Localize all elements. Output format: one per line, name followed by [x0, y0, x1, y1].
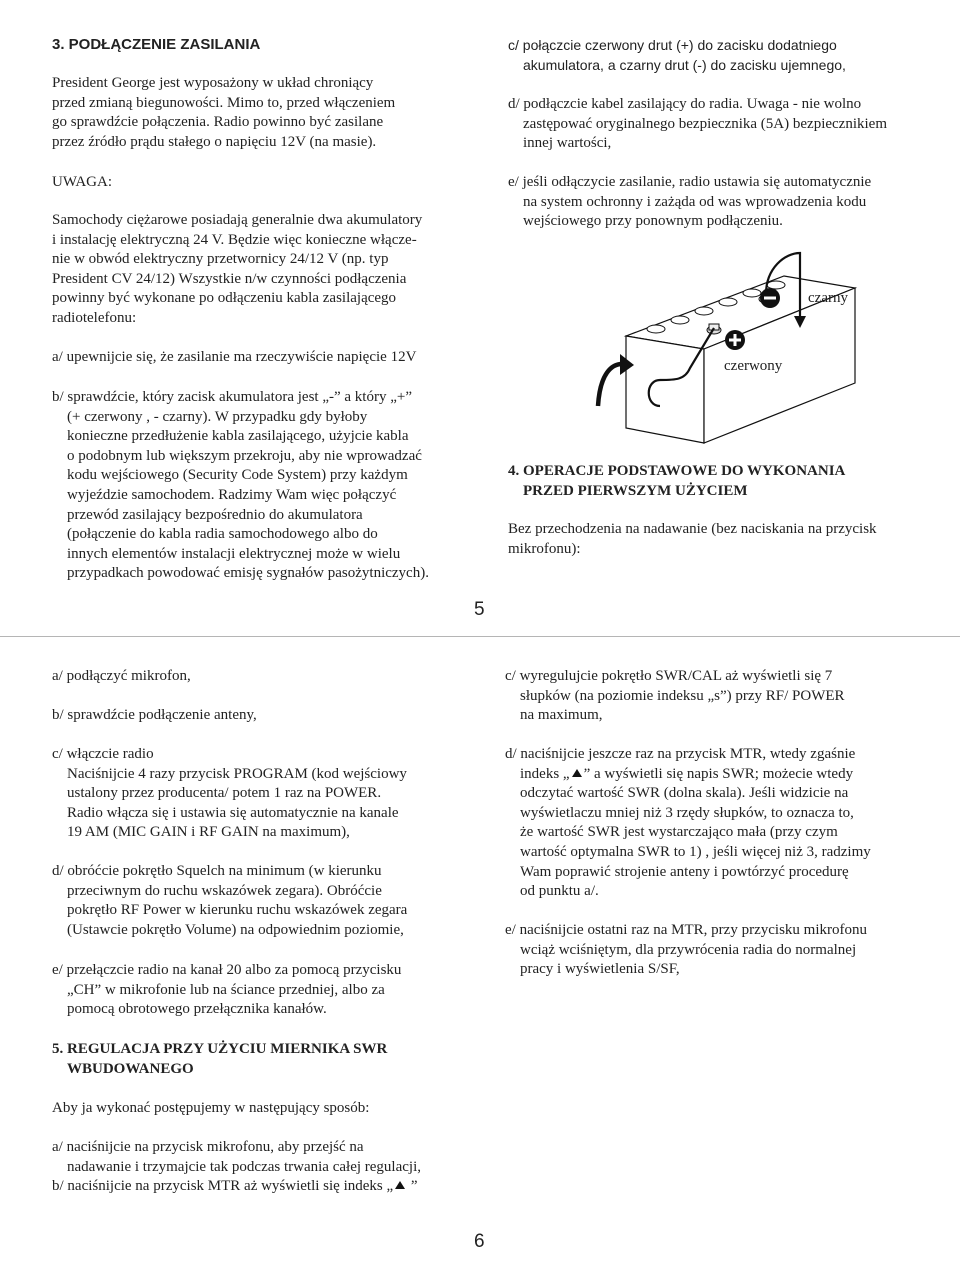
- text-line: na maximum,: [520, 707, 603, 724]
- battery-front: [626, 336, 704, 443]
- p6-right-step-d-line1: d/ naciśnijcie jeszcze raz na przycisk MTR, wtedy zgaśnie: [505, 746, 856, 762]
- p6-step-e: [52, 961, 401, 1020]
- plus-symbol: [725, 330, 745, 350]
- text-line: d/ obróćcie pokrętło Squelch na minimum (w kierunku: [52, 863, 382, 879]
- text-line: nadawanie i trzymajcie tak podczas trwania całej regulacji,: [67, 1158, 421, 1175]
- section3-intro: [52, 74, 395, 152]
- text-line: pokrętło RF Power w kierunku ruchu wskazówek zegara: [67, 902, 408, 919]
- label-black: czarny: [808, 290, 848, 306]
- text-line: kodu wejściowego (Security Code System) przy każdym: [67, 467, 408, 484]
- p6-step-a: a/ podłączyć mikrofon,: [52, 668, 191, 684]
- text-line: Samochody ciężarowe posiadają generalnie dwa akumulatory: [52, 212, 423, 228]
- text-line: zastępować oryginalnego bezpiecznika (5A) bezpiecznikiem: [523, 115, 887, 132]
- text-line: PRZED PIERWSZYM UŻYCIEM: [523, 482, 748, 499]
- text-line: e/ przełączcie radio na kanał 20 albo za pomocą przycisku: [52, 962, 402, 978]
- p6-right-step-e: [505, 921, 867, 980]
- page-number-6: 6: [474, 1231, 485, 1252]
- text-line: (+ czerwony , - czarny). W przypadku gdy byłoby: [67, 408, 368, 425]
- page-divider: [0, 636, 960, 637]
- text-line: Naciśnijcie 4 razy przycisk PROGRAM (kod wejściowy: [67, 765, 407, 782]
- text-line: d/ podłączcie kabel zasilający do radia. Uwaga - nie wolno: [508, 96, 862, 112]
- text-line: 5. REGULACJA PRZY UŻYCIU MIERNIKA SWR: [52, 1041, 388, 1057]
- text-line: c/ połączcie czerwony drut (+) do zacisku dodatniego: [508, 37, 837, 53]
- text-line: President George jest wyposażony w układ chroniący: [52, 75, 374, 91]
- text-line: powinny być wykonane po odłączeniu kabla zasilającego: [52, 290, 397, 307]
- text-line: akumulatora, a czarny drut (-) do zacisku ujemnego,: [523, 56, 846, 73]
- section4-title: [508, 462, 845, 501]
- text-line: wyświetlaczu mniej niż 3 rzędy słupków, to oznacza to,: [520, 804, 854, 821]
- p6-right-step-d-line2: [505, 765, 871, 785]
- p6-right-step-d-line2-start: indeks „: [520, 765, 570, 782]
- text-line: (połączenie do kabla radia samochodowego albo do: [67, 526, 378, 543]
- text-line: przed zmianą biegunowości. Mimo to, przed włączeniem: [52, 94, 396, 111]
- step-c: [508, 36, 846, 75]
- text-line: 4. OPERACJE PODSTAWOWE DO WYKONANIA: [508, 463, 846, 479]
- step-b: [52, 388, 429, 584]
- text-line: a/ naciśnijcie na przycisk mikrofonu, aby przejść na: [52, 1139, 364, 1155]
- p6-step-c: [52, 745, 407, 843]
- p6-right-step-d-rest: [505, 784, 871, 902]
- text-line: przewód zasilający bezpośrednio do akumulatora: [67, 506, 363, 523]
- section5-step-a: [52, 1138, 421, 1177]
- text-line: (Ustawcie pokrętło Volume) na odpowiednim poziomie,: [67, 921, 404, 938]
- text-line: go sprawdźcie połączenia. Radio powinno być zasilane: [52, 114, 384, 131]
- text-line: e/ jeśli odłączycie zasilanie, radio ustawia się automatycznie: [508, 174, 872, 190]
- section5-intro: Aby ja wykonać postępujemy w następujący sposób:: [52, 1100, 370, 1116]
- text-line: Wam poprawić strojenie anteny i powtórzyć procedurę: [520, 863, 849, 880]
- step-e: [508, 173, 871, 232]
- p6-step-d: [52, 862, 407, 940]
- triangle-up-icon: [572, 769, 582, 777]
- text-line: wejściowego przy ponownym podłączeniu.: [523, 213, 783, 230]
- p6-right-step-d: [505, 745, 871, 902]
- text-line: e/ naciśnijcie ostatni raz na MTR, przy przycisku mikrofonu: [505, 922, 867, 938]
- text-line: konieczne przedłużenie kabla zasilającego, użyjcie kabla: [67, 428, 409, 445]
- text-line: o podobnym lub większym przekroju, aby nie wprowadzać: [67, 447, 422, 464]
- text-line: przypadkach powodować emisję sygnałów pasożytniczych).: [67, 565, 429, 582]
- text-line: nie w obwód elektryczny przetwornicy 24/12 V (np. typ: [52, 251, 389, 268]
- step-d: [508, 95, 887, 154]
- warning-text: [52, 211, 422, 329]
- label-red: czerwony: [724, 358, 783, 374]
- minus-symbol: [760, 288, 780, 308]
- text-line: President CV 24/12) Wszystkie n/w czynności podłączenia: [52, 270, 407, 287]
- page-number-5: 5: [474, 599, 485, 620]
- text-line: wciąż wciśniętym, dla przywrócenia radia do normalnej: [520, 941, 857, 958]
- text-line: Radio włącza się i ustawia się automatycznie na kanale: [67, 804, 399, 821]
- text-line: przeciwnym do ruchu wskazówek zegara). Obróćcie: [67, 882, 382, 899]
- battery-diagram: [590, 248, 920, 448]
- text-line: słupków (na poziomie indeksu „s”) przy RF/ POWER: [520, 687, 845, 704]
- text-line: i instalację elektryczną 24 V. Będzie więc konieczne włącze-: [52, 231, 417, 248]
- section5-step-b-end: ”: [407, 1178, 418, 1194]
- warning-label: UWAGA:: [52, 174, 112, 190]
- text-line: mikrofonu):: [508, 540, 581, 557]
- p6-right-step-c: [505, 667, 845, 726]
- text-line: WBUDOWANEGO: [67, 1060, 194, 1077]
- left-arrow: [598, 364, 622, 406]
- section4-intro: [508, 520, 877, 559]
- text-line: „CH” w mikrofonie lub na ściance przedniej, albo za: [67, 981, 385, 998]
- text-line: od punktu a/.: [520, 883, 599, 900]
- text-line: że wartość SWR jest wystarczająco mała (przy czym: [520, 824, 838, 841]
- step-a: a/ upewnijcie się, że zasilanie ma rzeczywiście napięcie 12V: [52, 349, 417, 365]
- text-line: ustalony przez producenta/ potem 1 raz na POWER.: [67, 785, 382, 802]
- text-line: pracy i wyświetlenia S/SF,: [520, 961, 680, 978]
- p6-right-step-d-line2-end: ” a wyświetli się napis SWR; możecie wtedy: [583, 765, 854, 782]
- text-line: wartość optymalna SWR to 1) , jeśli więcej niż 3, radzimy: [520, 843, 871, 860]
- text-line: b/ sprawdźcie, który zacisk akumulatora jest „-” a który „+”: [52, 389, 412, 405]
- text-line: odczytać wartość SWR (dolna skala). Jeśli widzicie na: [520, 785, 849, 802]
- p6-step-b: b/ sprawdźcie podłączenie anteny,: [52, 707, 257, 723]
- section5-step-b: [52, 1177, 418, 1197]
- text-line: przez źródło prądu stałego o napięciu 12V (na masie).: [52, 133, 377, 150]
- text-line: c/ wyregulujcie pokrętło SWR/CAL aż wyświetli się 7: [505, 668, 833, 684]
- text-line: pomocą obrotowego przełącznika kanałów.: [67, 1001, 327, 1018]
- section5-step-b-text: b/ naciśnijcie na przycisk MTR aż wyświetli się indeks „: [52, 1178, 394, 1194]
- text-line: na system ochronny i zażąda od was wprowadzenia kodu: [523, 193, 867, 210]
- text-line: c/ włączcie radio: [52, 746, 154, 762]
- text-line: innych elementów instalacji elektrycznej może w wielu: [67, 545, 401, 562]
- section5-title: [52, 1040, 387, 1079]
- text-line: wyjeździe samochodem. Radzimy Wam więc połączyć: [67, 486, 397, 503]
- text-line: radiotelefonu:: [52, 309, 137, 326]
- text-line: innej wartości,: [523, 135, 612, 152]
- triangle-up-icon: [395, 1181, 405, 1189]
- section3-title: 3. PODŁĄCZENIE ZASILANIA: [52, 36, 261, 53]
- text-line: Bez przechodzenia na nadawanie (bez naciskania na przycisk: [508, 521, 877, 537]
- text-line: 19 AM (MIC GAIN i RF GAIN na maximum),: [67, 824, 350, 841]
